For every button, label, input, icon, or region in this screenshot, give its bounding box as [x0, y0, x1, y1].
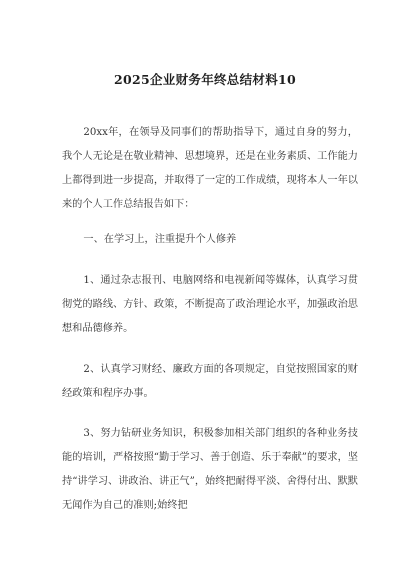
list-item-2: 2、认真学习财经、廉政方面的各项规定，自觉按照国家的财经政策和程序办事。 — [62, 364, 358, 399]
list-item-1: 1、通过杂志报刊、电脑网络和电视新闻等媒体，认真学习贯彻党的路线、方针、政策，不断提高了政治理论水平，加强政治思想和品德修养。 — [62, 275, 358, 334]
intro-paragraph: 20xx年，在领导及同事们的帮助指导下，通过自身的努力，我个人无论是在敬业精神、思想境界，还是在业务素质、工作能力上都得到进一步提高，并取得了一定的工作成绩，现将本人一年以来的个人工作总结报告如下： — [62, 127, 358, 210]
section-heading-learning: 一、在学习上，注重提升个人修养 — [83, 234, 237, 245]
list-item-3: 3、努力钻研业务知识，积极参加相关部门组织的各种业务技能的培训，严格按照“勤于学习、善于创造、乐于奉献”的要求，坚持“讲学习、讲政治、讲正气”，始终把耐得平淡、舍得付出、默默无闻作为自己的准则;始终把 — [62, 428, 358, 511]
document-title: 2025企业财务年终总结材料10 — [114, 72, 296, 87]
